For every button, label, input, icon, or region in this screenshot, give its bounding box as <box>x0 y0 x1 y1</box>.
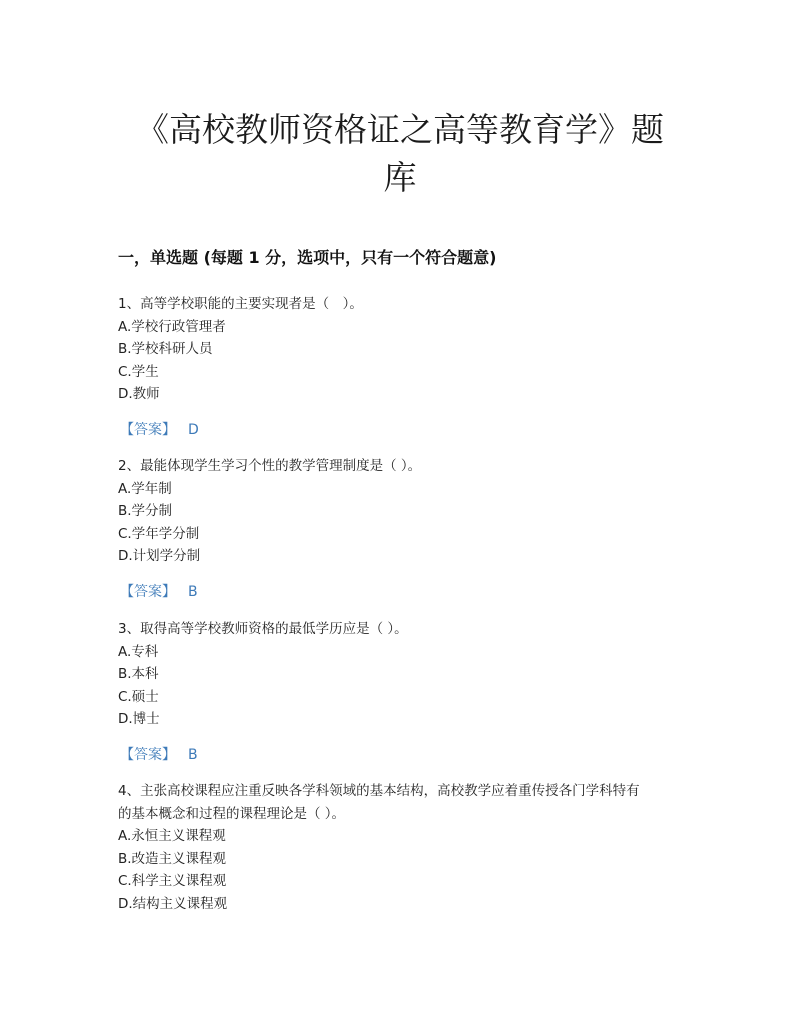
answer-value: B <box>188 747 198 763</box>
title-line-2: 库 <box>383 158 417 197</box>
title-line-1: 《高校教师资格证之高等教育学》题 <box>136 110 664 149</box>
option-d: D.计划学分制 <box>118 548 201 564</box>
document-title <box>100 106 700 202</box>
option-d: D.博士 <box>118 711 160 727</box>
question-text-line-2: 的基本概念和过程的课程理论是（ ）。 <box>118 805 346 822</box>
question-2 <box>118 455 688 568</box>
question-text: 2、最能体现学生学习个性的教学管理制度是（ ）。 <box>118 458 422 474</box>
question-text-line-1: 4、主张高校课程应注重反映各学科领域的基本结构，高校教学应着重传授各门学科特有 <box>118 783 640 799</box>
answer-value: D <box>188 422 199 438</box>
option-b: B.学校科研人员 <box>118 341 213 357</box>
answer-label: 【答案】 <box>120 422 176 438</box>
answer-label: 【答案】 <box>120 747 176 763</box>
section-heading: 一，单选题 (每题 1 分，选项中，只有一个符合题意) <box>118 248 497 267</box>
option-c: C.科学主义课程观 <box>118 873 227 889</box>
answer-1 <box>120 419 199 441</box>
option-d: D.教师 <box>118 386 160 402</box>
option-a: A.学年制 <box>118 480 172 497</box>
option-c: C.学生 <box>118 363 159 380</box>
question-1 <box>118 293 688 406</box>
option-a: A.永恒主义课程观 <box>118 828 226 844</box>
option-a: A.学校行政管理者 <box>118 318 226 335</box>
option-a: A.专科 <box>118 643 159 660</box>
option-d: D.结构主义课程观 <box>118 895 228 912</box>
answer-label: 【答案】 <box>120 584 176 600</box>
answer-value: B <box>188 584 198 600</box>
answer-2 <box>120 581 198 603</box>
question-text: 1、高等学校职能的主要实现者是（ ）。 <box>118 296 363 312</box>
question-3 <box>118 618 688 731</box>
option-b: B.本科 <box>118 666 159 682</box>
question-text: 3、取得高等学校教师资格的最低学历应是（ ）。 <box>118 621 408 637</box>
option-c: C.硕士 <box>118 688 159 705</box>
option-b: B.改造主义课程观 <box>118 850 227 867</box>
answer-3 <box>120 744 198 766</box>
option-b: B.学分制 <box>118 503 173 519</box>
question-4 <box>118 780 688 915</box>
option-c: C.学年学分制 <box>118 525 200 542</box>
